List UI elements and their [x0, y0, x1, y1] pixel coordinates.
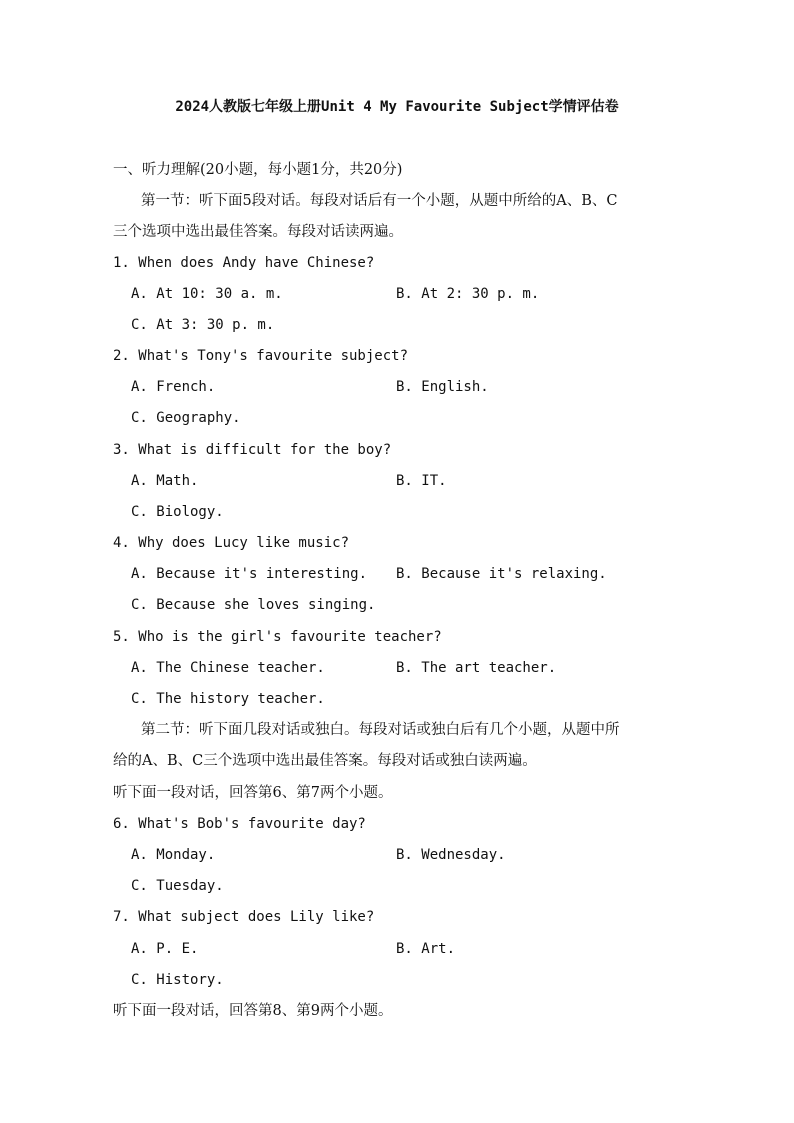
q3-option-b: B. IT.: [396, 473, 447, 489]
q1-option-a: A. At 10: 30 a. m.: [131, 286, 283, 302]
part2-intro-line1: 第二节：听下面几段对话或独白。每段对话或独白后有几个小题，从题中所: [141, 722, 620, 738]
q6-option-a: A. Monday.: [131, 847, 216, 863]
q3-option-a: A. Math.: [131, 473, 199, 489]
q7-option-b: B. Art.: [396, 941, 456, 957]
question-7: 7. What subject does Lily like?: [113, 909, 375, 925]
q1-option-b: B. At 2: 30 p. m.: [396, 286, 540, 302]
q5-option-c: C. The history teacher.: [131, 691, 325, 707]
dialog-instruction-8-9: 听下面一段对话，回答第8、第9两个小题。: [113, 1003, 393, 1019]
question-2: 2. What's Tony's favourite subject?: [113, 348, 409, 364]
q2-option-c: C. Geography.: [131, 410, 241, 426]
q5-option-a: A. The Chinese teacher.: [131, 660, 325, 676]
q7-option-a: A. P. E.: [131, 941, 199, 957]
q3-option-c: C. Biology.: [131, 504, 224, 520]
question-3: 3. What is difficult for the boy?: [113, 442, 392, 458]
section-heading: 一、听力理解(20小题，每小题1分，共20分): [113, 162, 403, 178]
dialog-instruction-6-7: 听下面一段对话，回答第6、第7两个小题。: [113, 785, 393, 801]
q4-option-a: A. Because it's interesting.: [131, 566, 368, 582]
part1-intro-line2: 三个选项中选出最佳答案。每段对话读两遍。: [113, 224, 403, 240]
question-4: 4. Why does Lucy like music?: [113, 535, 350, 551]
page-title: 2024人教版七年级上册Unit 4 My Favourite Subject学情评估卷: [175, 99, 619, 115]
question-6: 6. What's Bob's favourite day?: [113, 816, 366, 832]
part1-intro-line1: 第一节：听下面5段对话。每段对话后有一个小题，从题中所给的A、B、C: [141, 193, 618, 209]
q2-option-b: B. English.: [396, 379, 489, 395]
q1-option-c: C. At 3: 30 p. m.: [131, 317, 275, 333]
part2-intro-line2: 给的A、B、C三个选项中选出最佳答案。每段对话或独白读两遍。: [113, 753, 537, 769]
q4-option-b: B. Because it's relaxing.: [396, 566, 607, 582]
question-1: 1. When does Andy have Chinese?: [113, 255, 375, 271]
q6-option-c: C. Tuesday.: [131, 878, 224, 894]
q5-option-b: B. The art teacher.: [396, 660, 557, 676]
q6-option-b: B. Wednesday.: [396, 847, 506, 863]
q2-option-a: A. French.: [131, 379, 216, 395]
question-5: 5. Who is the girl's favourite teacher?: [113, 629, 442, 645]
q7-option-c: C. History.: [131, 972, 224, 988]
q4-option-c: C. Because she loves singing.: [131, 597, 376, 613]
